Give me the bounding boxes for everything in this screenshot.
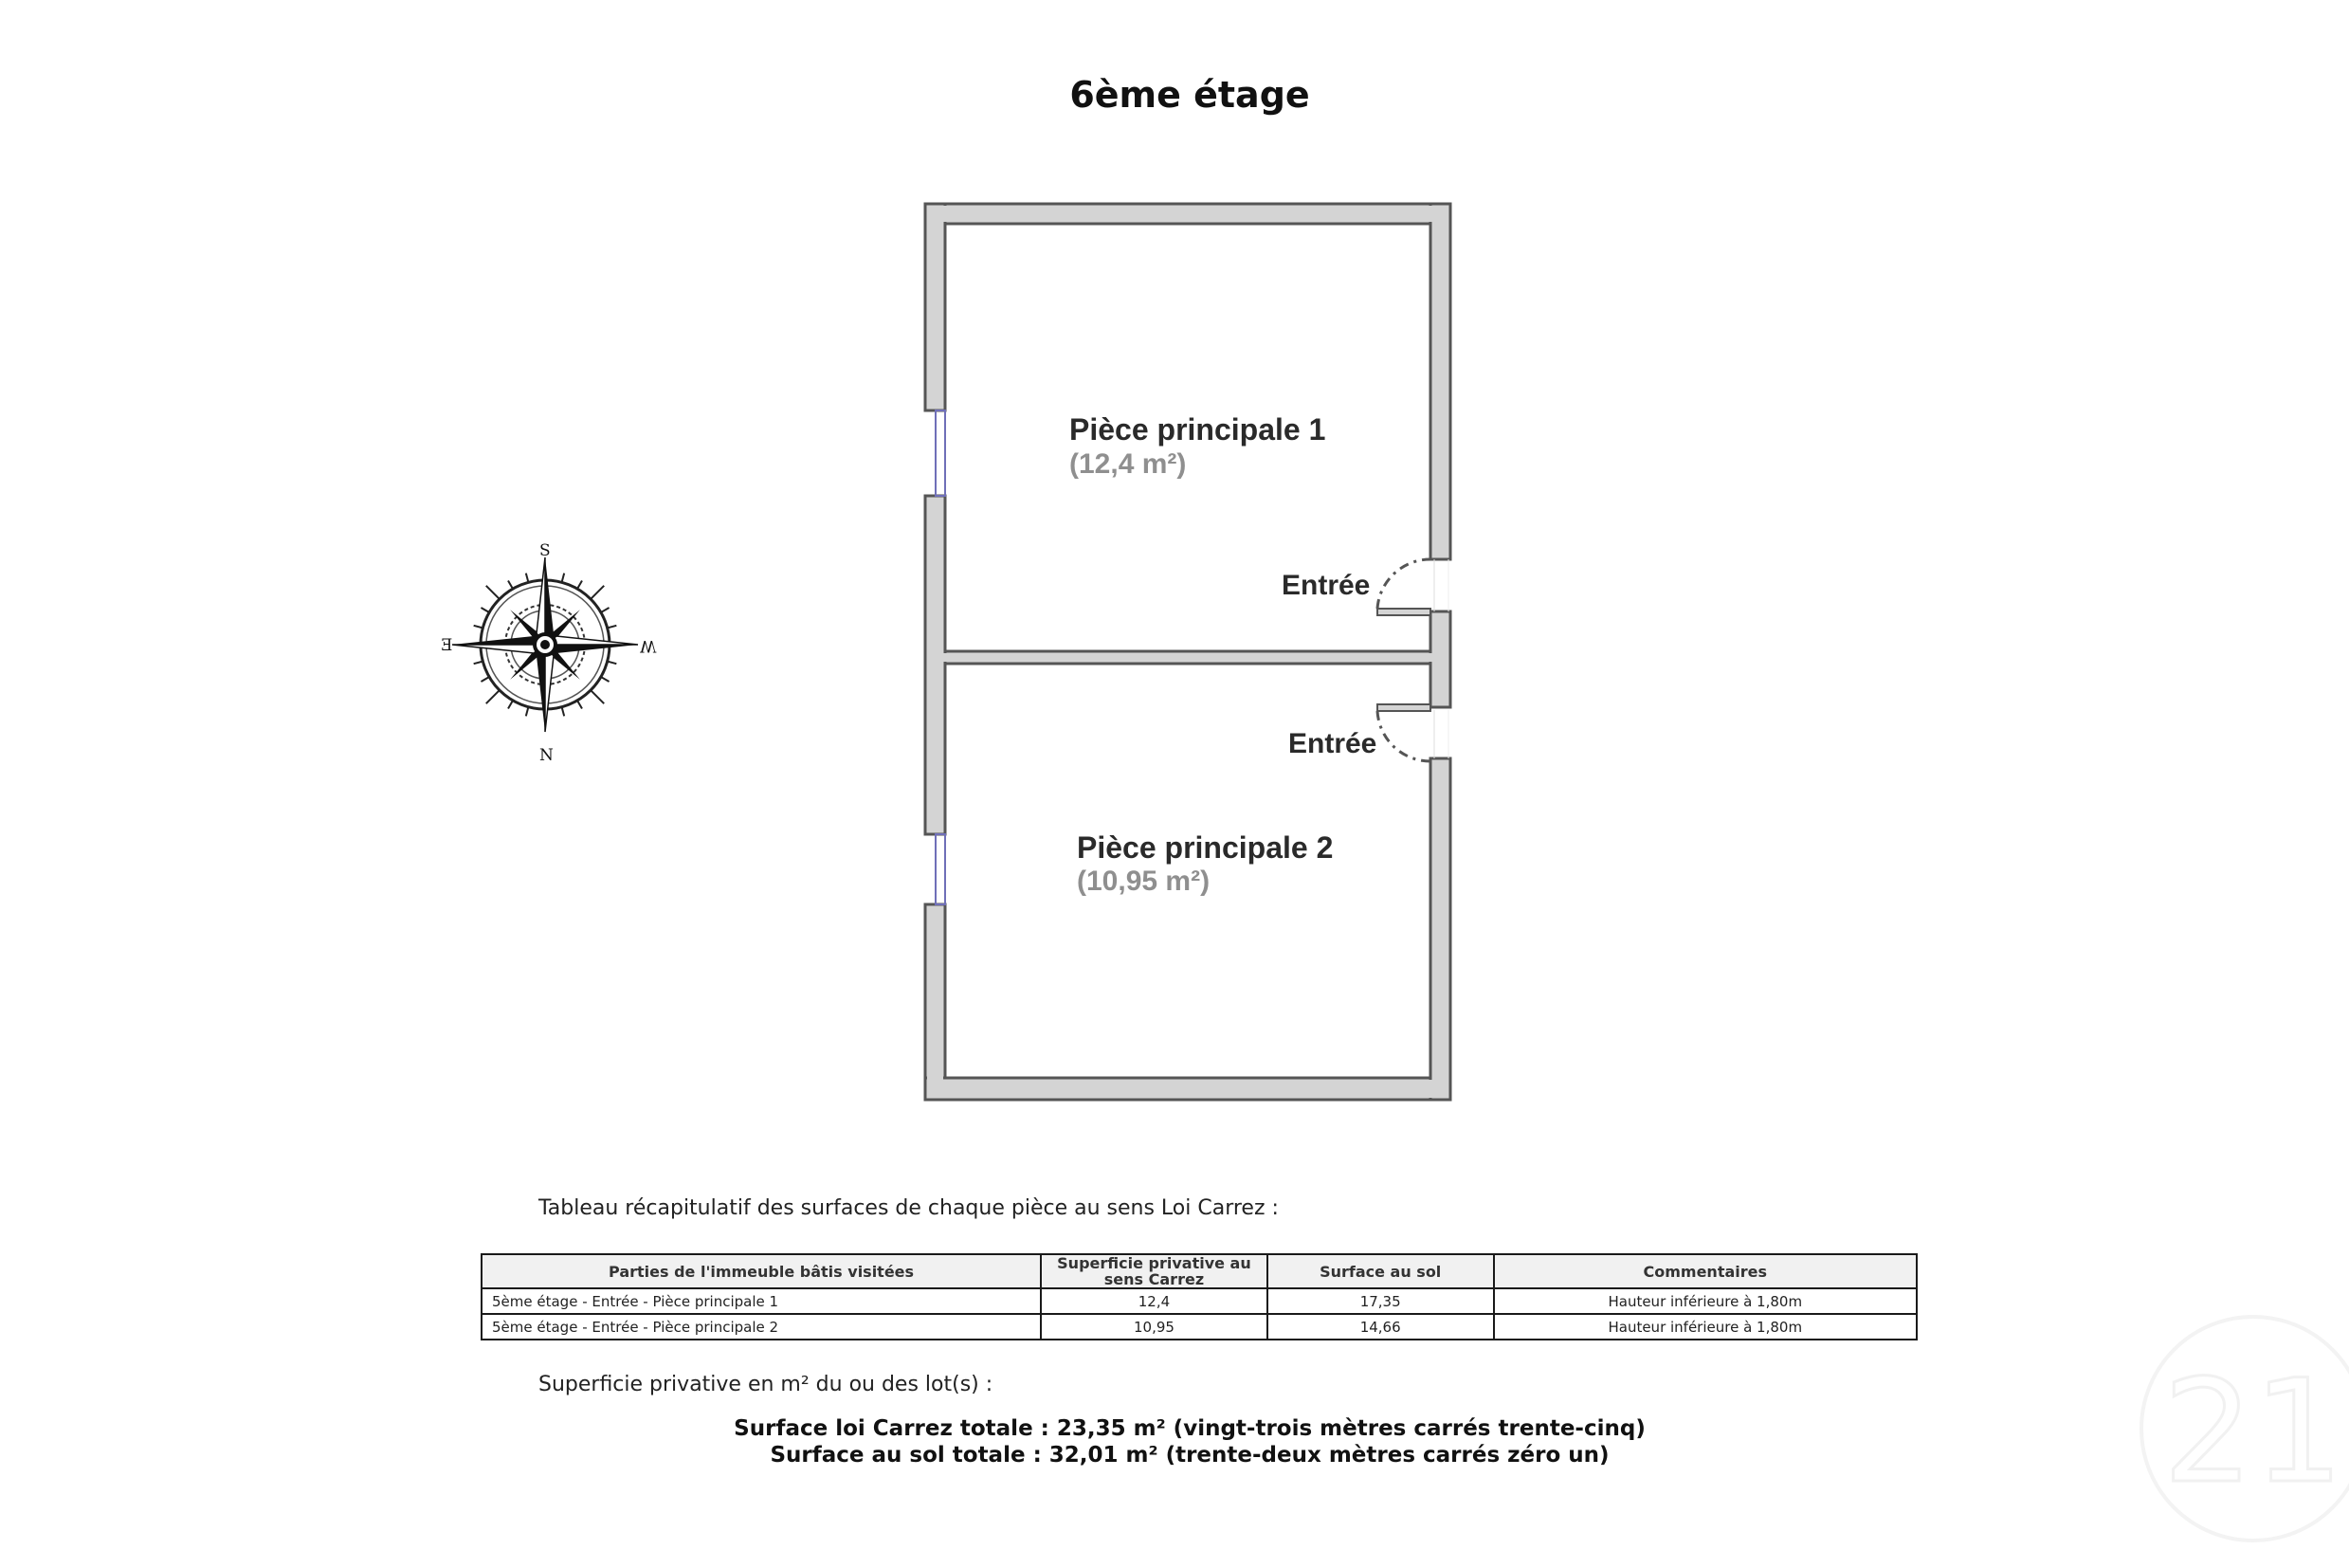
window-2 bbox=[936, 834, 945, 904]
cell-parties: 5ème étage - Entrée - Pièce principale 2 bbox=[482, 1314, 1041, 1340]
cell-commentaire: Hauteur inférieure à 1,80m bbox=[1494, 1288, 1917, 1314]
room-1-name: Pièce principale 1 bbox=[1069, 412, 1326, 447]
page-title: 6ème étage bbox=[1069, 74, 1310, 116]
cell-sol: 14,66 bbox=[1267, 1314, 1494, 1340]
table-row bbox=[482, 1314, 1917, 1340]
compass-label-top: S bbox=[539, 541, 551, 560]
cell-carrez: 10,95 bbox=[1041, 1314, 1267, 1340]
compass-rose bbox=[441, 536, 657, 765]
window-1 bbox=[936, 410, 945, 496]
header-parties: Parties de l'immeuble bâtis visitées bbox=[482, 1254, 1041, 1288]
summary-label: Superficie privative en m² du ou des lot(s) : bbox=[538, 1373, 993, 1396]
cell-commentaire: Hauteur inférieure à 1,80m bbox=[1494, 1314, 1917, 1340]
room-2-name: Pièce principale 2 bbox=[1077, 830, 1334, 865]
room-1-area: (12,4 m²) bbox=[1069, 448, 1187, 480]
header-surface-sol: Surface au sol bbox=[1267, 1254, 1494, 1288]
table-caption: Tableau récapitulatif des surfaces de chaque pièce au sens Loi Carrez : bbox=[538, 1196, 1279, 1220]
table-row bbox=[482, 1288, 1917, 1314]
door-2 bbox=[1377, 704, 1448, 761]
header-superficie-carrez: Superficie privative au sens Carrez bbox=[1041, 1254, 1267, 1288]
header-commentaires: Commentaires bbox=[1494, 1254, 1917, 1288]
century21-logo-icon bbox=[2135, 1310, 2349, 1547]
sol-total: Surface au sol totale : 32,01 m² (trente-deux mètres carrés zéro un) bbox=[770, 1443, 1610, 1468]
cell-carrez: 12,4 bbox=[1041, 1288, 1267, 1314]
svg-text:21: 21 bbox=[2162, 1350, 2344, 1515]
door-2-label: Entrée bbox=[1288, 728, 1377, 759]
compass-icon bbox=[441, 536, 649, 763]
watermark-logo bbox=[2135, 1310, 2349, 1547]
compass-label-left: E bbox=[441, 636, 453, 655]
compass-label-right: W bbox=[640, 636, 657, 655]
carrez-total: Surface loi Carrez totale : 23,35 m² (vingt-trois mètres carrés trente-cinq) bbox=[734, 1416, 1646, 1441]
compass-label-bottom: N bbox=[539, 746, 554, 765]
table-header-row bbox=[482, 1254, 1917, 1288]
surface-table bbox=[481, 1253, 1918, 1340]
cell-sol: 17,35 bbox=[1267, 1288, 1494, 1314]
door-1 bbox=[1377, 559, 1448, 615]
door-1-label: Entrée bbox=[1282, 570, 1371, 601]
room-2-area: (10,95 m²) bbox=[1077, 866, 1211, 897]
cell-parties: 5ème étage - Entrée - Pièce principale 1 bbox=[482, 1288, 1041, 1314]
